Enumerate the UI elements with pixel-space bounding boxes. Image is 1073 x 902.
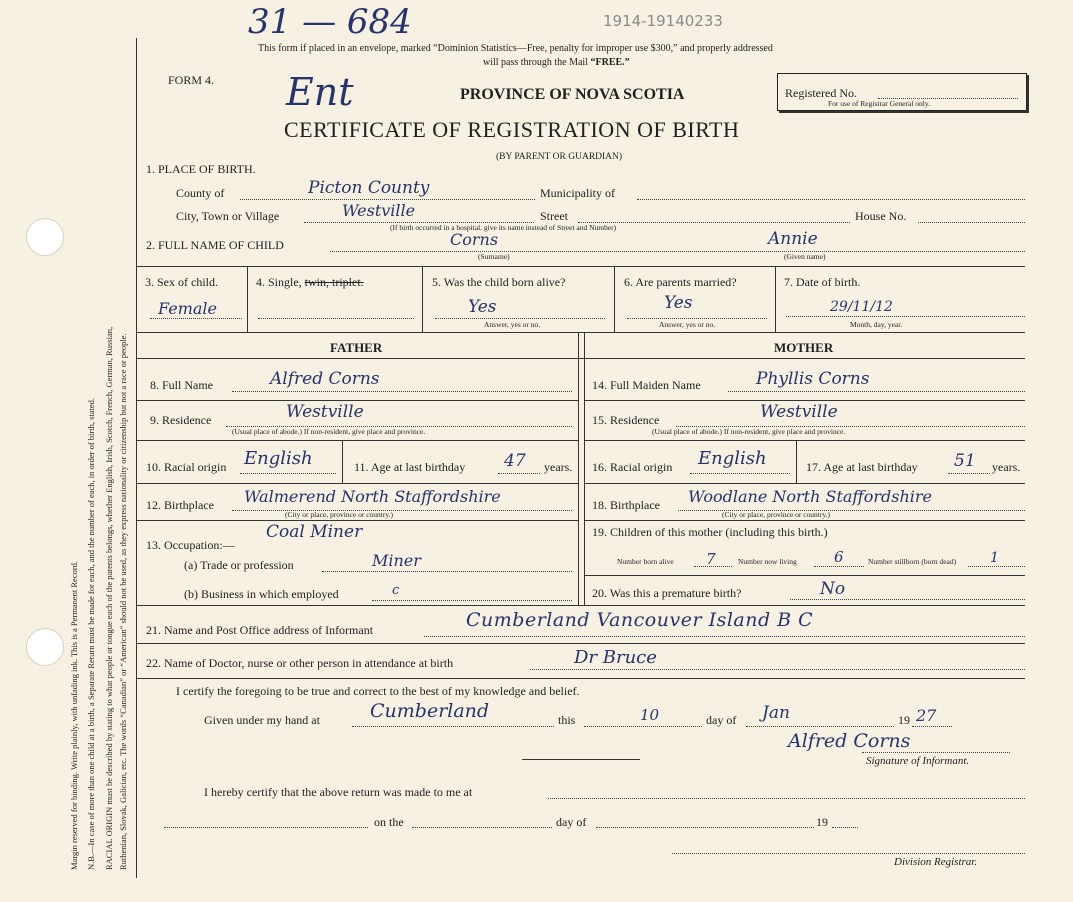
- father-business-label: (b) Business in which employed: [184, 587, 339, 601]
- father-occupation-value: Coal Miner: [266, 522, 363, 542]
- year-value: 27: [916, 706, 937, 725]
- doctor-label: 22. Name of Doctor, nurse or other person in attendance at birth: [146, 656, 454, 670]
- mother-birthplace-label: 18. Birthplace: [592, 498, 660, 512]
- free-label: “FREE.”: [590, 57, 630, 68]
- dominion-notice-line-2: [483, 57, 630, 68]
- mother-age-label: 17. Age at last birthday: [806, 460, 918, 474]
- informant-label: 21. Name and Post Office address of Informant: [146, 623, 374, 637]
- father-occupation-label: 13. Occupation:—: [146, 538, 235, 552]
- born-alive-count-value: 7: [706, 550, 716, 568]
- margin-note-binding: Margin reserved for binding. Write plainly, with unfading ink. This is a Permanent Record.: [69, 560, 79, 870]
- mother-racial-label: 16. Racial origin: [592, 460, 673, 474]
- street-label: Street: [540, 209, 568, 223]
- living-count-label: Number now living: [738, 557, 797, 566]
- certification-statement: I certify the foregoing to be true and correct to the best of my knowledge and belief.: [176, 684, 580, 698]
- this-label: this: [558, 713, 576, 727]
- dominion-notice-line-1: This form if placed in an envelope, marked “Dominion Statistics—Free, penalty for improper use $300,” and properly addressed: [258, 43, 773, 54]
- father-heading: FATHER: [330, 340, 383, 355]
- registrar-day-of-label: day of: [556, 815, 587, 829]
- premature-label: 20. Was this a premature birth?: [592, 586, 742, 600]
- year-prefix: 19: [898, 713, 910, 727]
- mother-children-label: 19. Children of this mother (including this birth.): [592, 525, 828, 539]
- place-of-birth-heading: 1. PLACE OF BIRTH.: [146, 162, 256, 176]
- born-alive-caption: Answer, yes or no.: [484, 320, 541, 329]
- form-left-border: [136, 38, 137, 878]
- file-number: 31 — 684: [248, 2, 412, 42]
- month-value: Jan: [762, 703, 790, 723]
- father-residence-label: 9. Residence: [150, 413, 212, 427]
- father-age-value: 47: [504, 451, 526, 471]
- plurality-label: [256, 275, 364, 290]
- hospital-note: (If birth occurred in a hospital, give its name instead of Street and Number): [390, 223, 617, 232]
- born-alive-count-label: Number born alive: [617, 557, 674, 566]
- house-no-label: House No.: [855, 209, 907, 223]
- child-given-name-value: Annie: [768, 229, 818, 249]
- ent-note: Ent: [286, 70, 354, 114]
- form-number: FORM 4.: [168, 73, 215, 87]
- mother-name-value: Phyllis Corns: [756, 369, 870, 389]
- county-label: County of: [176, 186, 225, 200]
- date-of-birth-label: 7. Date of birth.: [784, 275, 861, 289]
- city-value: Westville: [342, 201, 416, 220]
- father-name-value: Alfred Corns: [270, 369, 380, 389]
- on-the-label: on the: [374, 815, 404, 829]
- stillborn-count-label: Number stillborn (born dead): [868, 557, 957, 566]
- province-title: PROVINCE OF NOVA SCOTIA: [460, 86, 685, 103]
- given-under-hand-label: Given under my hand at: [204, 713, 320, 727]
- given-place-value: Cumberland: [370, 700, 490, 722]
- mother-birthplace-caption: (City or place, province or country.): [722, 510, 831, 519]
- mother-age-value: 51: [954, 451, 976, 471]
- certificate-title: CERTIFICATE OF REGISTRATION OF BIRTH: [284, 117, 740, 142]
- premature-value: No: [820, 579, 846, 599]
- mother-residence-caption: (Usual place of abode.) If non-resident, give place and province.: [652, 427, 846, 436]
- single-label: 4. Single,: [256, 275, 302, 289]
- mother-name-label: 14. Full Maiden Name: [592, 378, 701, 392]
- born-alive-label: 5. Was the child born alive?: [432, 275, 566, 289]
- certificate-subtitle: (BY PARENT OR GUARDIAN): [496, 152, 623, 162]
- child-name-label: 2. FULL NAME OF CHILD: [146, 238, 284, 252]
- parents-married-value: Yes: [664, 293, 693, 313]
- margin-note-racial-origin-1: RACIAL ORIGIN must be described by stating to what people or tongue each of the parents belongs, whether English, Irish, Scotch, French, German, Russian,: [104, 326, 114, 870]
- mother-heading: MOTHER: [774, 340, 834, 355]
- division-registrar-caption: Division Registrar.: [894, 856, 978, 868]
- margin-note-multiple-births: N.B.—In case of more than one child at a birth, a Separate Return must be made for each, and the number of each, in order of birth, stated.: [86, 397, 96, 870]
- father-years-label: years.: [544, 460, 573, 474]
- mother-years-label: years.: [992, 460, 1021, 474]
- informant-value: Cumberland Vancouver Island B C: [466, 609, 814, 631]
- twin-triplet-struck: twin, triplet.: [304, 275, 364, 289]
- day-value: 10: [640, 706, 660, 724]
- sex-value: Female: [158, 299, 217, 318]
- informant-signature: Alfred Corns: [788, 730, 911, 752]
- parents-married-label: 6. Are parents married?: [624, 275, 737, 289]
- binding-hole-bottom: [26, 628, 64, 666]
- registrar-only-note: For use of Registrar General only.: [828, 99, 930, 108]
- parents-married-caption: Answer, yes or no.: [659, 320, 716, 329]
- day-of-label: day of: [706, 713, 737, 727]
- pencil-registration-note: 1914-19140233: [603, 12, 723, 30]
- date-of-birth-value: 29/11/12: [830, 299, 893, 315]
- binding-hole-top: [26, 218, 64, 256]
- father-residence-caption: (Usual place of abode.) If non-resident, give place and province.: [232, 427, 426, 436]
- doctor-value: Dr Bruce: [574, 647, 657, 668]
- father-racial-value: English: [244, 448, 313, 469]
- father-birthplace-label: 12. Birthplace: [146, 498, 214, 512]
- mother-residence-value: Westville: [760, 402, 838, 422]
- father-birthplace-caption: (City or place, province or country.): [285, 510, 394, 519]
- mother-birthplace-value: Woodlane North Staffordshire: [688, 487, 933, 506]
- father-racial-label: 10. Racial origin: [146, 460, 227, 474]
- separator-line: [522, 759, 640, 760]
- surname-caption: (Surname): [478, 252, 510, 261]
- given-name-caption: (Given name): [784, 252, 826, 261]
- county-value: Picton County: [308, 178, 430, 198]
- signature-caption: Signature of Informant.: [866, 755, 970, 767]
- dominion-notice-mail: will pass through the Mail: [483, 57, 588, 68]
- municipality-label: Municipality of: [540, 186, 615, 200]
- father-name-label: 8. Full Name: [150, 378, 213, 392]
- sex-label: 3. Sex of child.: [145, 275, 218, 289]
- living-count-value: 6: [834, 548, 844, 566]
- child-surname-value: Corns: [450, 230, 499, 249]
- registered-no-label: Registered No.: [785, 86, 857, 100]
- father-residence-value: Westville: [286, 402, 364, 422]
- born-alive-value: Yes: [468, 297, 497, 317]
- registrar-year-label: 19: [816, 815, 828, 829]
- date-of-birth-caption: Month, day, year.: [850, 320, 903, 329]
- father-birthplace-value: Walmerend North Staffordshire: [244, 487, 501, 506]
- city-label: City, Town or Village: [176, 209, 280, 223]
- registrar-statement: I hereby certify that the above return was made to me at: [204, 785, 473, 799]
- father-age-label: 11. Age at last birthday: [354, 460, 466, 474]
- mother-racial-value: English: [698, 448, 767, 469]
- father-trade-value: Miner: [372, 551, 421, 570]
- father-business-value: c: [392, 583, 400, 598]
- margin-note-racial-origin-2: Ruthenian, Slovak, Galician, etc. The words “Canadian” or “American” should not be used, as they express nationality or citizenship but not a race or people.: [118, 333, 128, 870]
- registered-no-box: [777, 73, 1027, 111]
- mother-residence-label: 15. Residence: [592, 413, 660, 427]
- father-trade-label: (a) Trade or profession: [184, 558, 294, 572]
- stillborn-count-value: 1: [990, 550, 999, 566]
